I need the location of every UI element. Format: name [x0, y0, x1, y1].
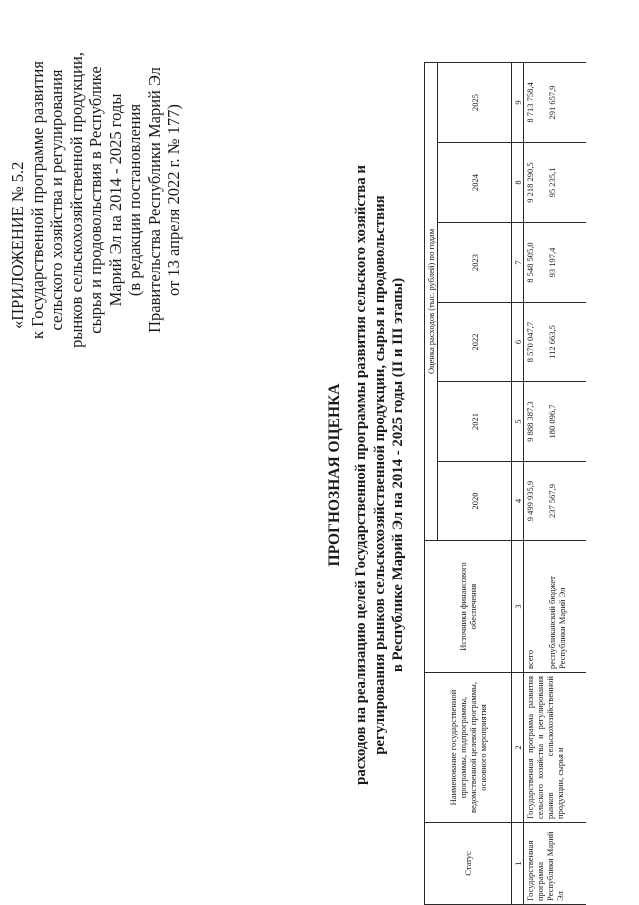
appendix-block — [8, 35, 184, 365]
value-cell — [524, 382, 587, 462]
value-regional: 112 663,5 — [547, 325, 557, 359]
header-year: 2025 — [438, 62, 512, 142]
source-label: республиканский бюджет Республики Марий Эл — [547, 576, 567, 669]
column-number: 3 — [512, 541, 524, 673]
table-row — [524, 62, 587, 904]
value-cell — [524, 143, 587, 223]
value-cell — [524, 62, 587, 142]
column-number: 9 — [512, 62, 524, 142]
column-number: 4 — [512, 462, 524, 541]
header-year: 2023 — [438, 223, 512, 303]
appendix-line: от 13 апреля 2022 г. № 177) — [164, 104, 183, 296]
appendix-line: к Государственной программе развития — [27, 61, 47, 339]
document-title: ПРОГНОЗНАЯ ОЦЕНКА — [326, 383, 343, 567]
value-cell — [524, 223, 587, 303]
column-number: 8 — [512, 143, 524, 223]
value-total: 9 218 290,5 — [525, 162, 535, 203]
subtitle-line: регулирования рынков сельскохозяйственной продукции, сырья и продовольствия — [371, 195, 388, 755]
header-year: 2024 — [438, 143, 512, 223]
value-total: 8 713 758,4 — [525, 82, 535, 123]
column-number: 5 — [512, 382, 524, 462]
column-number: 1 — [512, 823, 524, 905]
row-status: Государственная программа Республики Марий Эл — [524, 823, 587, 905]
value-regional: 95 235,1 — [547, 167, 557, 198]
header-name: Наименование государственной программы, подпрограммы, ведомственной целевой программы, основного мероприятия — [425, 673, 512, 823]
column-number: 7 — [512, 223, 524, 303]
appendix-line: сельского хозяйства и регулирования — [47, 69, 66, 331]
header-year: 2022 — [438, 303, 512, 382]
appendix-line: (в редакции постановления — [125, 103, 144, 297]
subtitle-line: в Республике Марий Эл на 2014 - 2025 годы (II и III этапы) — [390, 277, 406, 673]
row-name: Государственная программа развития сельского хозяйства и регулирования рынков сельскохозяйственной продукции, сырья и — [524, 673, 587, 823]
subtitle-line: расходов на реализацию целей Государственной программы развития сельского хозяйства и — [353, 165, 369, 785]
column-number: 6 — [512, 303, 524, 382]
header-estimate: Оценка расходов (тыс. рублей) по годам — [425, 62, 438, 540]
column-number: 2 — [512, 673, 524, 823]
value-total: 8 548 505,0 — [525, 242, 535, 283]
row-sources — [524, 541, 587, 673]
value-cell — [524, 303, 587, 382]
value-regional: 291 657,9 — [547, 85, 557, 120]
expenditure-table — [424, 62, 586, 905]
value-regional: 180 096,7 — [547, 404, 557, 439]
header-source: Источники финансового обеспечения — [425, 541, 512, 673]
value-total: 9 888 387,3 — [525, 401, 535, 442]
appendix-line: сырья и продовольствия в Республике — [86, 66, 105, 334]
source-label: всего — [525, 649, 535, 669]
value-total: 8 570 047,7 — [525, 321, 535, 363]
header-status: Статус — [425, 823, 512, 905]
value-regional: 237 567,9 — [547, 484, 557, 518]
value-cell — [524, 462, 587, 541]
header-year: 2021 — [438, 382, 512, 462]
appendix-line: рынков сельскохозяйственной продукции, — [66, 52, 86, 348]
appendix-line: Правительства Республики Марий Эл — [144, 67, 164, 333]
appendix-line: «ПРИЛОЖЕНИЕ № 5.2 — [8, 161, 27, 329]
document-subtitle — [352, 85, 408, 865]
header-year: 2020 — [438, 462, 512, 541]
value-regional: 93 197,4 — [547, 247, 557, 278]
appendix-line: Марий Эл на 2014 - 2025 годы — [105, 93, 125, 307]
value-total: 9 499 935,9 — [525, 480, 535, 522]
